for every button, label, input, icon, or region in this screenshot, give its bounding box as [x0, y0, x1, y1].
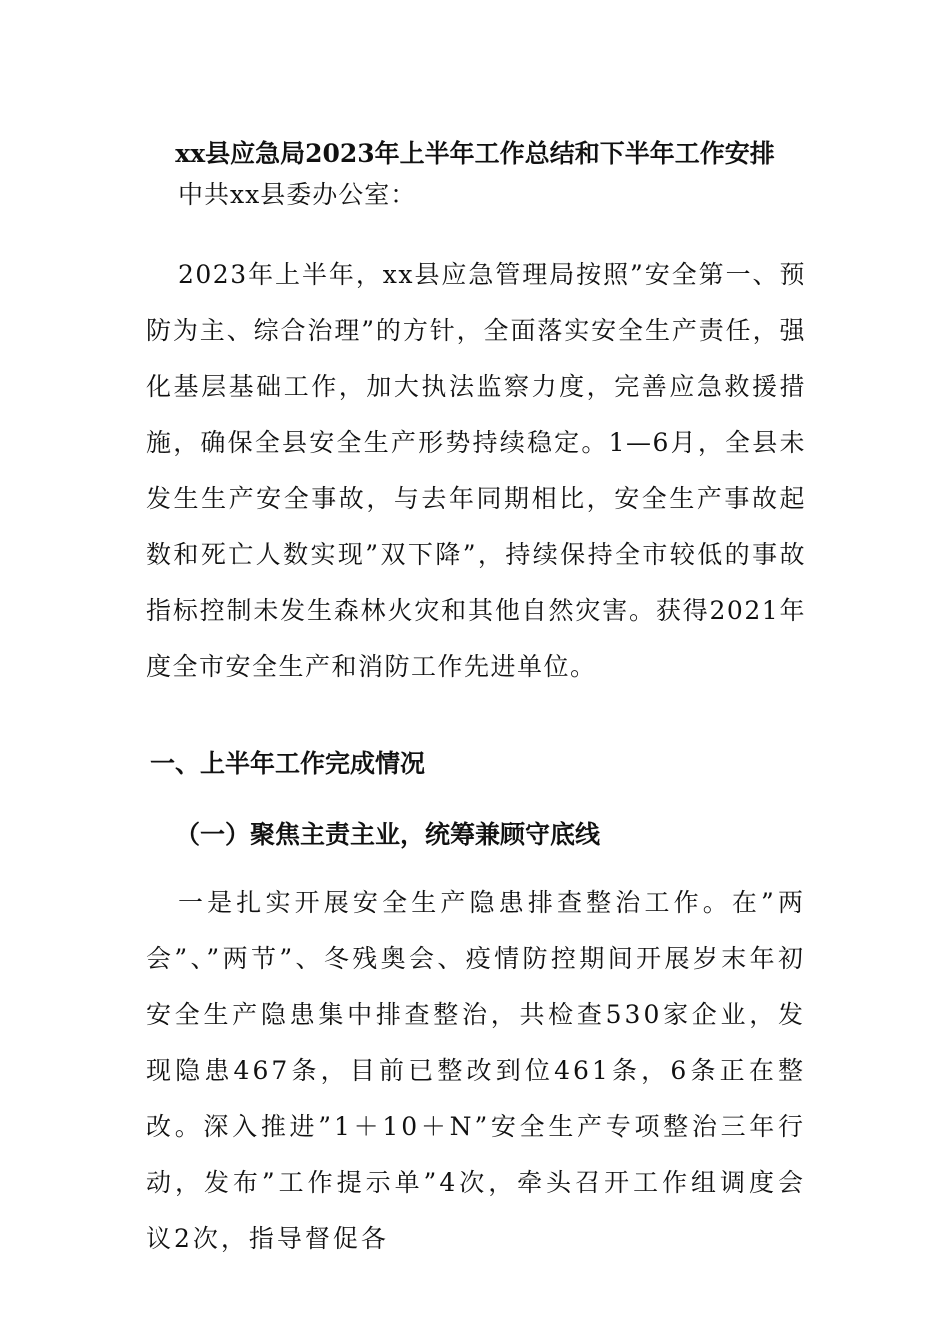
subsection-heading: （一）聚焦主责主业，统筹兼顾守底线	[175, 820, 601, 849]
document-title: xx县应急局2023年上半年工作总结和下半年工作安排	[175, 139, 775, 168]
salutation: 中共xx县委办公室：	[178, 180, 417, 209]
body-paragraph: 一是扎实开展安全生产隐患排查整治工作。在”两会”、”两节”、冬残奥会、疫情防控期间开展岁末年初安全生产隐患集中排查整治，共检查530家企业，发现隐患467条，目前已整改到位461条，6条正在整改。深入推进”1＋10＋N”安全生产专项整治三年行动，发布”工作提示单”4次，牵头召开工作组调度会议2次，指导督促各	[146, 888, 806, 1253]
section-heading: 一、上半年工作完成情况	[150, 749, 426, 778]
intro-paragraph: 2023年上半年，xx县应急管理局按照”安全第一、预防为主、综合治理”的方针，全面落实安全生产责任，强化基层基础工作，加大执法监察力度，完善应急救援措施，确保全县安全生产形势持续稳定。1—6月，全县未发生生产安全事故，与去年同期相比，安全生产事故起数和死亡人数实现”双下降”，持续保持全市较低的事故指标控制未发生森林火灾和其他自然灾害。获得2021年度全市安全生产和消防工作先进单位。	[146, 260, 806, 681]
